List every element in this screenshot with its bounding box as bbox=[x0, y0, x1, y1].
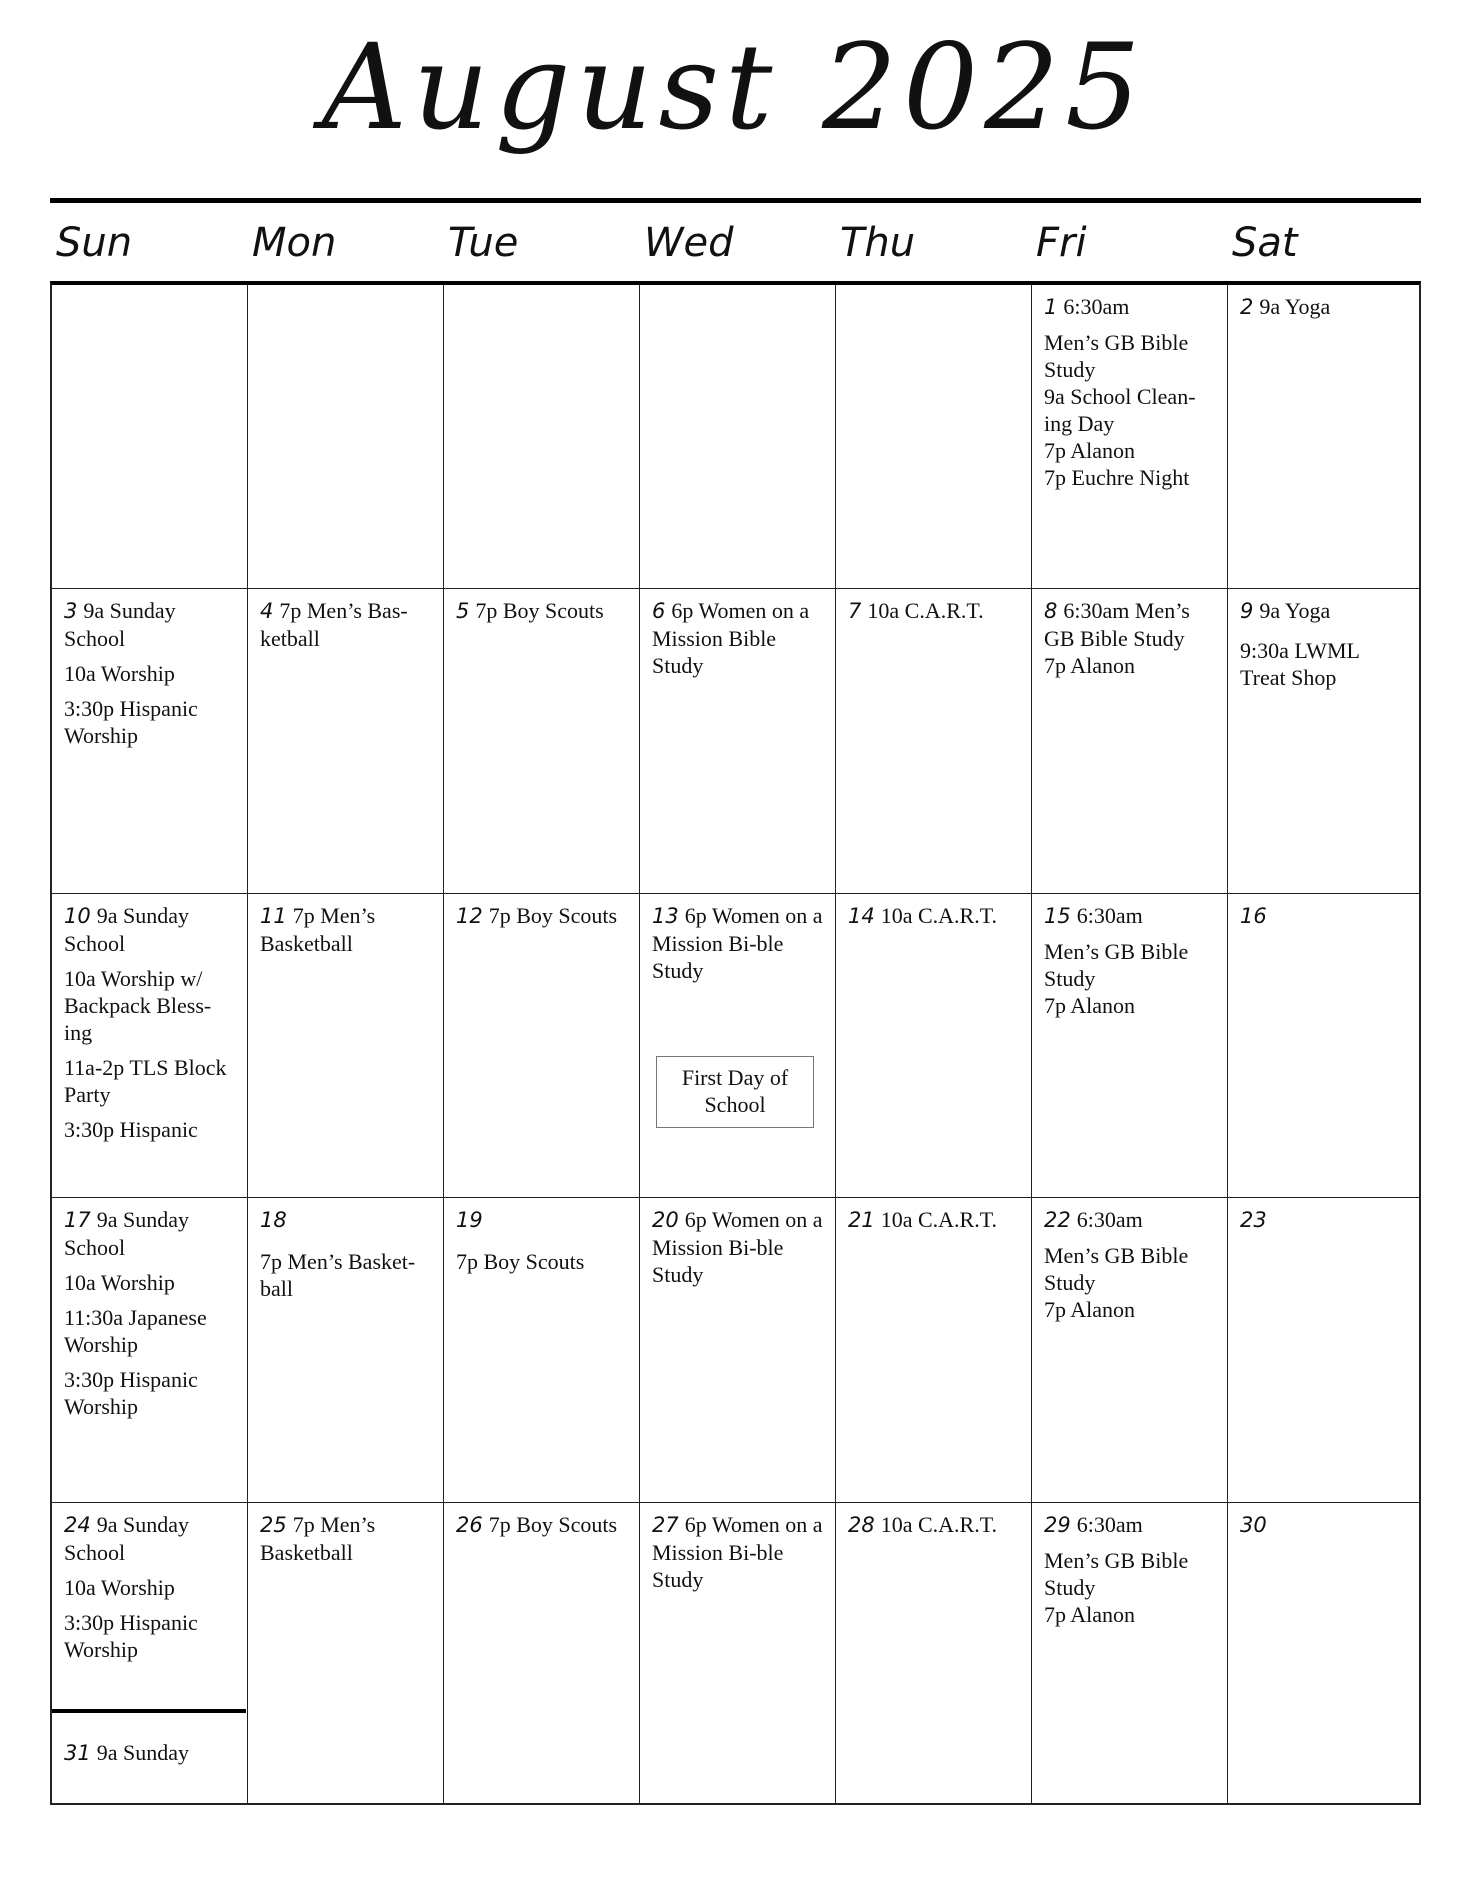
event-text: 6p Women on a Mission Bi-ble Study bbox=[652, 1207, 823, 1287]
event-text: 10a Worship w/ Backpack Bless-ing bbox=[64, 966, 212, 1045]
event-text: 7p Boy Scouts bbox=[475, 598, 604, 623]
empty-cell bbox=[640, 285, 836, 589]
day-number: 23 bbox=[1240, 1208, 1267, 1232]
event-text: 3:30p Hispanic Worship bbox=[64, 696, 198, 748]
event-text: 9a Sunday bbox=[96, 1740, 189, 1765]
day-number: 26 bbox=[456, 1513, 483, 1537]
event-text: 10a Worship bbox=[64, 1575, 175, 1600]
day-number: 22 bbox=[1044, 1208, 1071, 1232]
event-text: 9a Sunday School bbox=[64, 903, 189, 956]
day-cell-11 bbox=[248, 894, 444, 1198]
day-cell-23 bbox=[1228, 1198, 1419, 1503]
event-text: Men’s GB Bible Study bbox=[1044, 1548, 1189, 1600]
event-text: 7p Alanon bbox=[1044, 438, 1136, 463]
event-text: 7p Alanon bbox=[1044, 1602, 1136, 1627]
day-cell-9 bbox=[1228, 589, 1419, 894]
day-cell-14 bbox=[836, 894, 1032, 1198]
weekday-tue: Tue bbox=[448, 220, 519, 266]
day-number: 28 bbox=[848, 1513, 875, 1537]
event-text: 7p Alanon bbox=[1044, 1297, 1136, 1322]
event-text: 7p Boy Scouts bbox=[488, 903, 618, 928]
event-text: 9a Yoga bbox=[1259, 598, 1331, 623]
day-cell-19 bbox=[444, 1198, 640, 1503]
day-number: 12 bbox=[456, 904, 483, 928]
event-text: 9:30a LWML Treat Shop bbox=[1240, 638, 1360, 690]
day-cell-20 bbox=[640, 1198, 836, 1503]
day-number: 1 bbox=[1044, 295, 1058, 319]
day-cell-7 bbox=[836, 589, 1032, 894]
event-text: 6p Women on a Mission Bible Study bbox=[652, 598, 810, 678]
day-number: 19 bbox=[456, 1208, 483, 1232]
day-number: 16 bbox=[1240, 904, 1267, 928]
day-cell-15 bbox=[1032, 894, 1228, 1198]
event-text: 7p Boy Scouts bbox=[488, 1512, 618, 1537]
event-text: 7p Boy Scouts bbox=[456, 1249, 585, 1274]
day-number: 17 bbox=[64, 1208, 91, 1232]
event-text: 10a C.A.R.T. bbox=[880, 1207, 998, 1232]
calendar-grid bbox=[50, 281, 1421, 1805]
event-text: 10a C.A.R.T. bbox=[880, 903, 998, 928]
day-cell-26 bbox=[444, 1503, 640, 1805]
day-number: 8 bbox=[1044, 599, 1058, 623]
day-cell-30 bbox=[1228, 1503, 1419, 1805]
weekday-fri: Fri bbox=[1036, 220, 1087, 266]
day-cell-22 bbox=[1032, 1198, 1228, 1503]
weekday-sat: Sat bbox=[1232, 220, 1298, 266]
day-cell-21 bbox=[836, 1198, 1032, 1503]
event-text: 6p Women on a Mission Bi-ble Study bbox=[652, 1512, 823, 1592]
event-text: 9a Sunday School bbox=[64, 598, 176, 651]
day-cell-10 bbox=[52, 894, 248, 1198]
day-number: 18 bbox=[260, 1208, 287, 1232]
empty-cell bbox=[836, 285, 1032, 589]
day-cell-8 bbox=[1032, 589, 1228, 894]
event-text: 10a C.A.R.T. bbox=[867, 598, 984, 623]
day-number: 21 bbox=[848, 1208, 875, 1232]
event-text: 6:30am Men’s GB Bible Study bbox=[1044, 598, 1190, 651]
day-cell-18 bbox=[248, 1198, 444, 1503]
weekday-header bbox=[50, 210, 1421, 280]
title-rule bbox=[50, 198, 1421, 203]
day-number: 9 bbox=[1240, 599, 1254, 623]
event-text: 7p Euchre Night bbox=[1044, 465, 1190, 490]
day-number: 7 bbox=[848, 599, 862, 623]
day-number: 15 bbox=[1044, 904, 1071, 928]
day-cell-4 bbox=[248, 589, 444, 894]
event-text: 9a Sunday School bbox=[64, 1512, 189, 1565]
event-text: 9a Sunday School bbox=[64, 1207, 189, 1260]
weekday-thu: Thu bbox=[840, 220, 916, 266]
day-cell-31 bbox=[64, 1739, 189, 1767]
event-text: 3:30p Hispanic Worship bbox=[64, 1610, 198, 1662]
event-text: 10a C.A.R.T. bbox=[880, 1512, 998, 1537]
weekday-sun: Sun bbox=[56, 220, 133, 266]
weekday-mon: Mon bbox=[252, 220, 337, 266]
day-number: 27 bbox=[652, 1513, 679, 1537]
day-number: 31 bbox=[64, 1741, 91, 1765]
day-number: 29 bbox=[1044, 1513, 1071, 1537]
event-text: 3:30p Hispanic bbox=[64, 1117, 198, 1142]
weekday-wed: Wed bbox=[644, 220, 734, 266]
day-cell-12 bbox=[444, 894, 640, 1198]
week-divider bbox=[52, 1709, 246, 1713]
day-number: 13 bbox=[652, 904, 679, 928]
event-text: 10a Worship bbox=[64, 661, 175, 686]
day-cell-3 bbox=[52, 589, 248, 894]
empty-cell bbox=[52, 285, 248, 589]
event-text: 10a Worship bbox=[64, 1270, 175, 1295]
event-text: 7p Alanon bbox=[1044, 993, 1136, 1018]
event-text: 3:30p Hispanic Worship bbox=[64, 1367, 198, 1419]
empty-cell bbox=[444, 285, 640, 589]
event-text: 11a-2p TLS Block Party bbox=[64, 1055, 227, 1107]
day-cell-25 bbox=[248, 1503, 444, 1805]
first-day-of-school-note: First Day of School bbox=[656, 1056, 814, 1128]
event-text: 6:30am bbox=[1076, 1512, 1143, 1537]
day-cell-13 bbox=[640, 894, 836, 1198]
event-text: 9a School Clean-ing Day bbox=[1044, 384, 1196, 436]
day-number: 14 bbox=[848, 904, 875, 928]
day-cell-17 bbox=[52, 1198, 248, 1503]
day-number: 10 bbox=[64, 904, 91, 928]
event-text: 6:30am bbox=[1076, 903, 1143, 928]
event-text: 7p Men’s Basketball bbox=[260, 903, 376, 956]
page-title: August 2025 bbox=[321, 18, 1147, 156]
day-number: 11 bbox=[260, 904, 287, 928]
day-number: 2 bbox=[1240, 295, 1254, 319]
event-text: 9a Yoga bbox=[1259, 294, 1331, 319]
day-cell-5 bbox=[444, 589, 640, 894]
day-number: 6 bbox=[652, 599, 666, 623]
day-number: 5 bbox=[456, 599, 470, 623]
day-cell-2 bbox=[1228, 285, 1419, 589]
day-number: 24 bbox=[64, 1513, 91, 1537]
event-text: 6:30am bbox=[1063, 294, 1130, 319]
event-text: 6p Women on a Mission Bi-ble Study bbox=[652, 903, 823, 983]
day-number: 25 bbox=[260, 1513, 287, 1537]
event-text: 11:30a Japanese Worship bbox=[64, 1305, 207, 1357]
event-text: 7p Alanon bbox=[1044, 653, 1136, 678]
day-number: 4 bbox=[260, 599, 274, 623]
day-number: 30 bbox=[1240, 1513, 1267, 1537]
event-text: 7p Men’s Basketball bbox=[260, 1512, 376, 1565]
empty-cell bbox=[248, 285, 444, 589]
day-cell-16 bbox=[1228, 894, 1419, 1198]
day-cell-27 bbox=[640, 1503, 836, 1805]
day-cell-1 bbox=[1032, 285, 1228, 589]
event-text: 7p Men’s Bas-ketball bbox=[260, 598, 408, 651]
event-text: Men’s GB Bible Study bbox=[1044, 1243, 1189, 1295]
day-number: 20 bbox=[652, 1208, 679, 1232]
event-text: 7p Men’s Basket-ball bbox=[260, 1249, 416, 1301]
event-text: Men’s GB Bible Study bbox=[1044, 330, 1189, 382]
event-text: Men’s GB Bible Study bbox=[1044, 939, 1189, 991]
day-cell-28 bbox=[836, 1503, 1032, 1805]
day-cell-24 bbox=[52, 1503, 248, 1805]
event-text: 6:30am bbox=[1076, 1207, 1143, 1232]
day-cell-29 bbox=[1032, 1503, 1228, 1805]
day-number: 3 bbox=[64, 599, 78, 623]
day-cell-6 bbox=[640, 589, 836, 894]
